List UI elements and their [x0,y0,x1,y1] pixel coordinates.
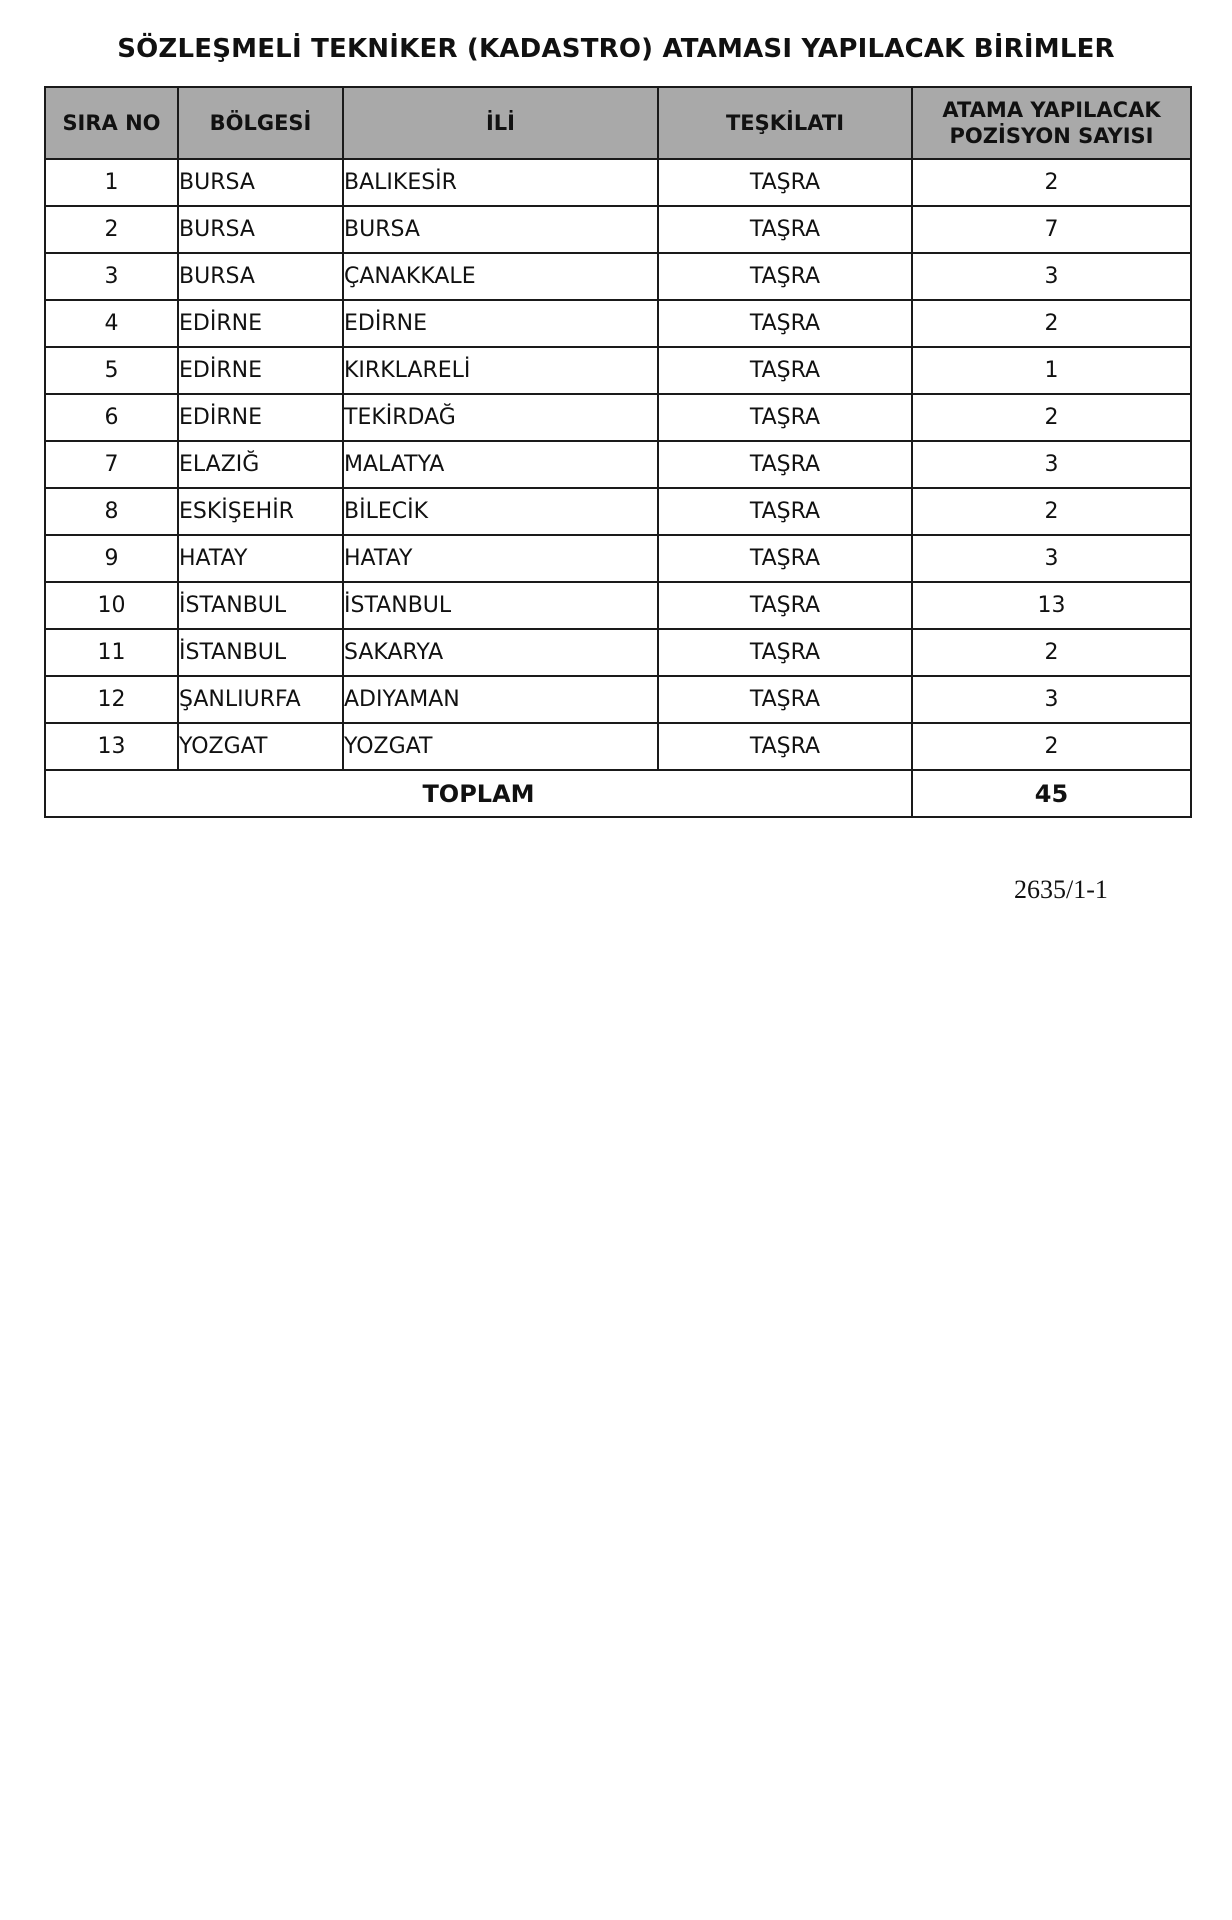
cell-teskilati: TAŞRA [658,676,912,723]
header-pozisyon-sayisi-line2: POZİSYON SAYISI [949,124,1154,148]
header-bolgesi: BÖLGESİ [178,87,343,159]
cell-teskilati: TAŞRA [658,582,912,629]
cell-sira-no: 13 [45,723,178,770]
cell-pozisyon-sayisi: 3 [912,253,1191,300]
document-title: SÖZLEŞMELİ TEKNİKER (KADASTRO) ATAMASI YAPILACAK BİRİMLER [117,34,1115,64]
table-row [45,441,1191,488]
cell-bolgesi: ELAZIĞ [178,441,343,488]
table-header-row [45,87,1191,159]
cell-sira-no: 7 [45,441,178,488]
page-reference: 2635/1-1 [1014,875,1108,904]
cell-sira-no: 4 [45,300,178,347]
cell-ili: İSTANBUL [343,582,658,629]
cell-ili: BİLECİK [343,488,658,535]
cell-pozisyon-sayisi: 7 [912,206,1191,253]
cell-teskilati: TAŞRA [658,535,912,582]
table-row [45,347,1191,394]
table-row [45,159,1191,206]
cell-pozisyon-sayisi: 1 [912,347,1191,394]
cell-sira-no: 11 [45,629,178,676]
cell-ili: MALATYA [343,441,658,488]
total-value: 45 [912,770,1191,817]
cell-pozisyon-sayisi: 2 [912,723,1191,770]
cell-bolgesi: EDİRNE [178,394,343,441]
table-row [45,676,1191,723]
table-row [45,723,1191,770]
total-label: TOPLAM [45,770,912,817]
cell-teskilati: TAŞRA [658,253,912,300]
cell-ili: BURSA [343,206,658,253]
cell-teskilati: TAŞRA [658,629,912,676]
cell-pozisyon-sayisi: 3 [912,535,1191,582]
cell-teskilati: TAŞRA [658,300,912,347]
cell-sira-no: 8 [45,488,178,535]
cell-ili: SAKARYA [343,629,658,676]
cell-bolgesi: İSTANBUL [178,582,343,629]
header-pozisyon-sayisi-line1: ATAMA YAPILACAK [942,98,1161,122]
cell-bolgesi: EDİRNE [178,347,343,394]
cell-pozisyon-sayisi: 3 [912,676,1191,723]
table-row [45,300,1191,347]
cell-sira-no: 5 [45,347,178,394]
cell-bolgesi: BURSA [178,206,343,253]
cell-ili: BALIKESİR [343,159,658,206]
cell-pozisyon-sayisi: 2 [912,300,1191,347]
cell-sira-no: 10 [45,582,178,629]
header-pozisyon-sayisi [912,87,1191,159]
cell-teskilati: TAŞRA [658,394,912,441]
cell-bolgesi: İSTANBUL [178,629,343,676]
table-row [45,394,1191,441]
cell-sira-no: 1 [45,159,178,206]
cell-pozisyon-sayisi: 13 [912,582,1191,629]
cell-bolgesi: HATAY [178,535,343,582]
cell-sira-no: 2 [45,206,178,253]
cell-ili: YOZGAT [343,723,658,770]
table-row [45,488,1191,535]
cell-teskilati: TAŞRA [658,159,912,206]
cell-bolgesi: EDİRNE [178,300,343,347]
cell-ili: KIRKLARELİ [343,347,658,394]
cell-ili: ÇANAKKALE [343,253,658,300]
cell-sira-no: 6 [45,394,178,441]
table-row [45,629,1191,676]
cell-ili: HATAY [343,535,658,582]
assignment-units-table [44,86,1192,818]
cell-teskilati: TAŞRA [658,206,912,253]
cell-bolgesi: BURSA [178,159,343,206]
cell-bolgesi: ŞANLIURFA [178,676,343,723]
table-row [45,253,1191,300]
cell-pozisyon-sayisi: 2 [912,159,1191,206]
cell-sira-no: 9 [45,535,178,582]
table-row [45,535,1191,582]
cell-teskilati: TAŞRA [658,488,912,535]
cell-sira-no: 12 [45,676,178,723]
header-teskilati: TEŞKİLATI [658,87,912,159]
cell-teskilati: TAŞRA [658,347,912,394]
cell-ili: ADIYAMAN [343,676,658,723]
cell-pozisyon-sayisi: 3 [912,441,1191,488]
cell-teskilati: TAŞRA [658,723,912,770]
cell-bolgesi: BURSA [178,253,343,300]
cell-sira-no: 3 [45,253,178,300]
cell-teskilati: TAŞRA [658,441,912,488]
cell-pozisyon-sayisi: 2 [912,394,1191,441]
cell-ili: TEKİRDAĞ [343,394,658,441]
table-row [45,582,1191,629]
cell-ili: EDİRNE [343,300,658,347]
total-row [45,770,1191,817]
cell-pozisyon-sayisi: 2 [912,488,1191,535]
cell-pozisyon-sayisi: 2 [912,629,1191,676]
table-row [45,206,1191,253]
header-sira-no: SIRA NO [45,87,178,159]
header-ili: İLİ [343,87,658,159]
cell-bolgesi: YOZGAT [178,723,343,770]
cell-bolgesi: ESKİŞEHİR [178,488,343,535]
